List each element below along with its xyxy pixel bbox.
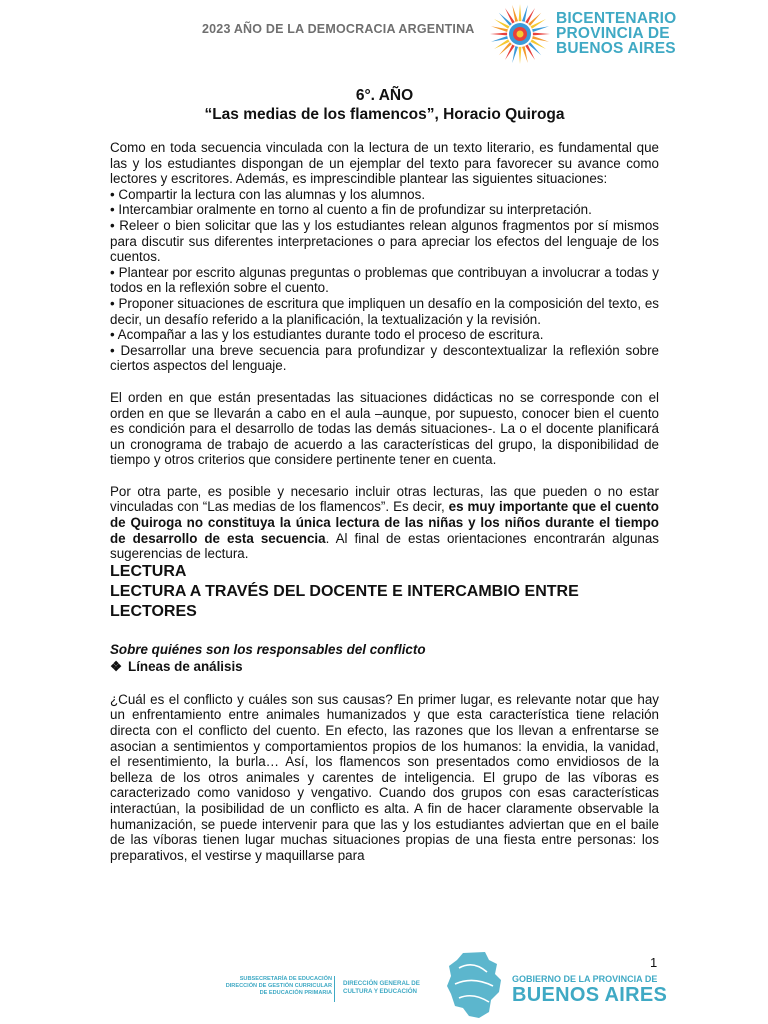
sun-ray — [519, 4, 522, 21]
intro-paragraph: Como en toda secuencia vinculada con la lectura de un texto literario, es fundamental que las y los estudiantes dispongan de un ejemplar del texto para favorecer su avance como lectores y escritores. Además, es imprescindible plantear las siguientes situaciones: — [110, 140, 659, 187]
sun-ray — [512, 46, 518, 63]
conflict-paragraph: ¿Cuál es el conflicto y cuáles son sus causas? En primer lugar, es relevante notar que hay un enfrentamiento entre animales humanizados y que esta característica tiene relación directa con el conflicto del cuento. En efecto, las razones que los llevan a enfrentarse se asocian a sentimientos y comportamientos propios de los humanos: la envidia, la vanidad, el resentimiento, la burla… Así, los flamencos son presentados como envidiosos de la belleza de los otros animales y carentes de inteligencia. El grupo de las víboras es caracterizado como vanidoso y vengativo. Cuando dos grupos con esas características interactúan, la posibilidad de un conflicto es alta. A fin de hacer claramente observable la humanización, se puede intervenir para que las y los estudiantes adviertan que en el baile de las víboras tienen lugar muchas situaciones propias de una fiesta entre personas: los preparativos, el vestirse y maquillarse para — [110, 691, 659, 863]
sun-ray — [491, 26, 508, 32]
page-number: 1 — [650, 955, 658, 970]
other-readings-text: Por otra parte, es posible y necesario incluir otras lecturas, las que pueden o no estar vinculadas con “Las medias de los flamencos”. Es decir, — [110, 483, 659, 515]
sun-ray — [519, 47, 522, 64]
analysis-lines-label: Líneas de análisis — [128, 658, 243, 674]
section-heading-lectura-docente: LECTURA A TRAVÉS DEL DOCENTE E INTERCAMBIO ENTRE LECTORES — [110, 582, 579, 620]
sun-ray — [522, 46, 528, 63]
gobierno-label: GOBIERNO DE LA PROVINCIA DE — [512, 974, 658, 984]
situations-list — [110, 187, 659, 374]
diamond-bullet-icon: ❖ — [110, 658, 123, 674]
conflict-subheading: Sobre quiénes son los responsables del conflicto — [110, 641, 426, 657]
section-heading-lectura: LECTURA — [110, 562, 187, 580]
sun-ray — [528, 42, 541, 55]
order-paragraph: El orden en que están presentadas las situaciones didácticas no se corresponde con el orden en que se llevarán a cabo en el aula –aunque, por supuesto, conocer bien el cuento es condición para el desarrollo de todas las demás situaciones-. La o el docente planificará un cronograma de trabajo de acuerdo a las características del grupo, la disponibilidad de tiempo y otros criterios que considere pertinente tener en cuenta. — [110, 389, 659, 468]
list-item: • Intercambiar oralmente en torno al cuento a fin de profundizar su interpretación. — [110, 202, 592, 218]
list-item: • Desarrollar una breve secuencia para profundizar y descontextualizar la reflexión sobre ciertos aspectos del lenguaje. — [110, 342, 659, 374]
subsecretaria-credit — [212, 976, 332, 997]
sun-ray — [499, 13, 512, 26]
sun-ray — [499, 42, 512, 55]
sun-ray — [532, 26, 549, 32]
footer-divider — [334, 976, 335, 1002]
educacion-primaria-line: DE EDUCACIÓN PRIMARIA — [259, 990, 332, 996]
province-map-logo-icon — [445, 950, 503, 1020]
direccion-general-line: DIRECCIÓN GENERAL DE — [343, 980, 420, 987]
provincia-line: PROVINCIA DE — [556, 25, 670, 42]
sun-ray — [522, 5, 528, 22]
list-item: • Releer o bien solicitar que las y los estudiantes relean algunos fragmentos por sí mismos para discutir sus diferentes interpretaciones o para apreciar los efectos del lenguaje de los cuentos. — [110, 217, 659, 265]
bicentenario-sun-logo-icon — [488, 2, 552, 66]
cultura-educacion-line: CULTURA Y EDUCACIÓN — [343, 988, 418, 995]
document-body — [110, 86, 659, 863]
other-readings-paragraph — [110, 484, 659, 562]
sun-ray — [491, 36, 508, 42]
sun-ray — [528, 13, 541, 26]
sun-ray — [532, 36, 549, 42]
sun-ray — [512, 5, 518, 22]
list-item: • Plantear por escrito algunas preguntas o problemas que contribuyan a involucrar a todas y todos en la reflexión sobre el cuento. — [110, 264, 659, 296]
list-item: • Proponer situaciones de escritura que impliquen un desafío en la composición del texto, es decir, un desafío referido a la planificación, la textualización y la revisión. — [110, 295, 659, 327]
other-readings-emphasis: es muy importante que el cuento de Quiroga no constituya la única lectura de las niñas y los niños durante el tiempo de desarrollo de esta secuencia — [110, 499, 659, 546]
sun-ray — [533, 33, 550, 36]
list-item: • Acompañar a las y los estudiantes durante todo el proceso de escritura. — [110, 327, 544, 343]
bicentenario-line: BICENTENARIO — [556, 10, 677, 27]
democracy-year-banner: 2023 AÑO DE LA DEMOCRACIA ARGENTINA — [202, 22, 475, 36]
subsecretaria-line: SUBSECRETARÍA DE EDUCACIÓN — [239, 976, 332, 982]
sun-ray — [490, 33, 507, 36]
list-item: • Compartir la lectura con las alumnas y los alumnos. — [110, 186, 426, 202]
direccion-gestion-line: DIRECCIÓN DE GESTIÓN CURRICULAR — [225, 983, 332, 989]
grade-title: 6°. AÑO — [355, 87, 414, 104]
work-title: “Las medias de los flamencos”, Horacio Quiroga — [204, 106, 565, 123]
page-header — [0, 0, 768, 72]
other-readings-end: . Al final de estas orientaciones encontrarán algunas sugerencias de lectura. — [110, 530, 659, 562]
buenos-aires-footer-label: BUENOS AIRES — [512, 984, 668, 1006]
buenos-aires-line: BUENOS AIRES — [556, 40, 676, 57]
direccion-general-credit — [343, 980, 420, 996]
bicentenario-wordmark — [556, 11, 676, 56]
analysis-lines-heading — [110, 659, 659, 674]
